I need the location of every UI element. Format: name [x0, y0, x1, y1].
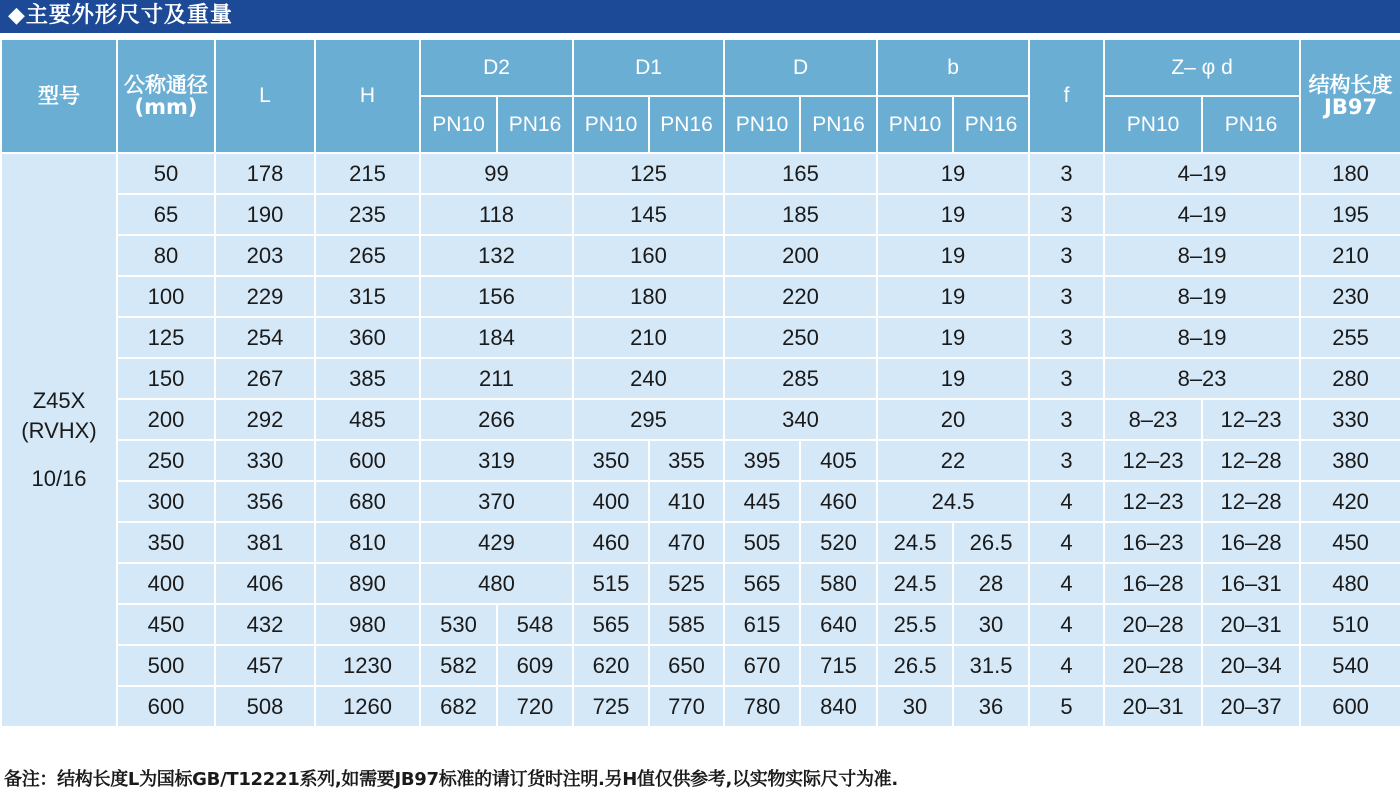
cell-b: 19 — [877, 276, 1029, 317]
cell-b-pn10: 25.5 — [877, 604, 953, 645]
cell-L: 406 — [215, 563, 315, 604]
cell-H: 1260 — [315, 686, 420, 727]
header-bolt-holes: Z‒ φ d — [1104, 39, 1300, 96]
cell-dn: 50 — [117, 153, 215, 194]
cell-d-pn16: 460 — [800, 481, 877, 522]
table-row — [1, 399, 1400, 440]
cell-d1-pn10: 565 — [573, 604, 649, 645]
model-line3: 10/16 — [31, 466, 87, 491]
table-row — [1, 481, 1400, 522]
cell-H: 235 — [315, 194, 420, 235]
cell-dn: 80 — [117, 235, 215, 276]
header-b: b — [877, 39, 1029, 96]
cell-d: 340 — [724, 399, 877, 440]
cell-b: 24.5 — [877, 481, 1029, 522]
cell-L: 178 — [215, 153, 315, 194]
cell-L: 381 — [215, 522, 315, 563]
header-D2: D2 — [420, 39, 573, 96]
cell-b: 19 — [877, 317, 1029, 358]
cell-jb97: 510 — [1300, 604, 1400, 645]
cell-jb97: 480 — [1300, 563, 1400, 604]
cell-zd: 8‒23 — [1104, 358, 1300, 399]
cell-d-pn10: 615 — [724, 604, 800, 645]
cell-b-pn10: 30 — [877, 686, 953, 727]
cell-zd-pn16: 16‒31 — [1202, 563, 1300, 604]
cell-d2-pn16: 609 — [497, 645, 573, 686]
cell-d-pn10: 505 — [724, 522, 800, 563]
cell-d: 250 — [724, 317, 877, 358]
cell-dn: 500 — [117, 645, 215, 686]
cell-H: 385 — [315, 358, 420, 399]
cell-f: 3 — [1029, 153, 1104, 194]
cell-L: 292 — [215, 399, 315, 440]
header-D1-pn16: PN16 — [649, 96, 724, 153]
cell-dn: 450 — [117, 604, 215, 645]
cell-d2-pn16: 548 — [497, 604, 573, 645]
cell-b-pn10: 26.5 — [877, 645, 953, 686]
cell-d2-pn10: 682 — [420, 686, 497, 727]
cell-b: 22 — [877, 440, 1029, 481]
cell-zd-pn10: 12‒23 — [1104, 440, 1202, 481]
cell-b: 20 — [877, 399, 1029, 440]
cell-H: 600 — [315, 440, 420, 481]
cell-H: 980 — [315, 604, 420, 645]
cell-d2-pn10: 582 — [420, 645, 497, 686]
cell-d-pn16: 405 — [800, 440, 877, 481]
cell-d-pn16: 640 — [800, 604, 877, 645]
cell-f: 4 — [1029, 481, 1104, 522]
cell-L: 203 — [215, 235, 315, 276]
header-zd-pn10: PN10 — [1104, 96, 1202, 153]
cell-jb97: 180 — [1300, 153, 1400, 194]
section-title: ◆主要外形尺寸及重量 — [8, 3, 233, 28]
cell-dn: 200 — [117, 399, 215, 440]
cell-b: 19 — [877, 235, 1029, 276]
cell-d-pn16: 715 — [800, 645, 877, 686]
cell-f: 3 — [1029, 194, 1104, 235]
table-body — [1, 153, 1400, 727]
cell-b-pn16: 26.5 — [953, 522, 1029, 563]
cell-zd-pn10: 20‒28 — [1104, 604, 1202, 645]
footnote: 备注：结构长度L为国标GB/T12221系列,如需要JB97标准的请订货时注明.另H值仅供参考,以实物实际尺寸为准. — [4, 769, 898, 790]
cell-zd-pn16: 12‒28 — [1202, 481, 1300, 522]
cell-jb97: 230 — [1300, 276, 1400, 317]
cell-d1-pn16: 470 — [649, 522, 724, 563]
cell-d2: 429 — [420, 522, 573, 563]
model-line2: (RVHX) — [21, 418, 97, 443]
cell-dn: 300 — [117, 481, 215, 522]
model-cell — [1, 153, 117, 727]
cell-jb97: 330 — [1300, 399, 1400, 440]
cell-jb97: 420 — [1300, 481, 1400, 522]
cell-d: 200 — [724, 235, 877, 276]
cell-jb97: 255 — [1300, 317, 1400, 358]
cell-d2-pn16: 720 — [497, 686, 573, 727]
cell-d1-pn10: 725 — [573, 686, 649, 727]
table-row — [1, 686, 1400, 727]
header-D-pn10: PN10 — [724, 96, 800, 153]
cell-zd: 8‒19 — [1104, 317, 1300, 358]
cell-H: 360 — [315, 317, 420, 358]
cell-d2: 370 — [420, 481, 573, 522]
header-D2-pn16: PN16 — [497, 96, 573, 153]
cell-zd: 8‒19 — [1104, 276, 1300, 317]
cell-H: 890 — [315, 563, 420, 604]
cell-dn: 65 — [117, 194, 215, 235]
cell-d1: 125 — [573, 153, 724, 194]
cell-d-pn10: 395 — [724, 440, 800, 481]
cell-f: 3 — [1029, 440, 1104, 481]
cell-d1-pn10: 460 — [573, 522, 649, 563]
cell-d-pn16: 840 — [800, 686, 877, 727]
cell-f: 3 — [1029, 358, 1104, 399]
cell-d2: 132 — [420, 235, 573, 276]
table-row — [1, 317, 1400, 358]
cell-d2: 480 — [420, 563, 573, 604]
table-row — [1, 153, 1400, 194]
cell-zd-pn10: 16‒28 — [1104, 563, 1202, 604]
table-row — [1, 645, 1400, 686]
header-zd-pn16: PN16 — [1202, 96, 1300, 153]
header-nominal-diameter-label: 公称通径 — [124, 73, 208, 97]
cell-H: 680 — [315, 481, 420, 522]
cell-H: 215 — [315, 153, 420, 194]
header-structure-length — [1300, 39, 1400, 153]
cell-dn: 600 — [117, 686, 215, 727]
cell-L: 254 — [215, 317, 315, 358]
cell-d1-pn16: 770 — [649, 686, 724, 727]
cell-H: 1230 — [315, 645, 420, 686]
header-nominal-diameter-unit: (mm) — [134, 95, 198, 119]
table-row — [1, 522, 1400, 563]
cell-dn: 400 — [117, 563, 215, 604]
cell-b-pn16: 36 — [953, 686, 1029, 727]
cell-d1-pn16: 585 — [649, 604, 724, 645]
cell-dn: 250 — [117, 440, 215, 481]
model-line1: Z45X — [32, 388, 86, 413]
header-D: D — [724, 39, 877, 96]
cell-d1: 210 — [573, 317, 724, 358]
cell-d1-pn16: 355 — [649, 440, 724, 481]
header-L: L — [215, 39, 315, 153]
cell-d1-pn16: 525 — [649, 563, 724, 604]
header-D1-pn10: PN10 — [573, 96, 649, 153]
header-H: H — [315, 39, 420, 153]
cell-d2: 99 — [420, 153, 573, 194]
cell-H: 265 — [315, 235, 420, 276]
cell-jb97: 450 — [1300, 522, 1400, 563]
dimensions-table — [0, 38, 1400, 728]
cell-d1-pn10: 400 — [573, 481, 649, 522]
cell-d2: 184 — [420, 317, 573, 358]
cell-d-pn16: 520 — [800, 522, 877, 563]
cell-zd-pn10: 16‒23 — [1104, 522, 1202, 563]
cell-d1: 145 — [573, 194, 724, 235]
cell-jb97: 600 — [1300, 686, 1400, 727]
cell-d1-pn16: 410 — [649, 481, 724, 522]
header-nominal-diameter — [117, 39, 215, 153]
cell-L: 330 — [215, 440, 315, 481]
cell-L: 432 — [215, 604, 315, 645]
table-header — [1, 39, 1400, 153]
cell-b: 19 — [877, 194, 1029, 235]
cell-f: 4 — [1029, 645, 1104, 686]
cell-d2-pn10: 530 — [420, 604, 497, 645]
cell-dn: 100 — [117, 276, 215, 317]
cell-f: 3 — [1029, 317, 1104, 358]
cell-jb97: 540 — [1300, 645, 1400, 686]
cell-f: 4 — [1029, 604, 1104, 645]
cell-d-pn10: 445 — [724, 481, 800, 522]
cell-d1: 295 — [573, 399, 724, 440]
cell-d-pn16: 580 — [800, 563, 877, 604]
table-row — [1, 276, 1400, 317]
cell-dn: 125 — [117, 317, 215, 358]
cell-d-pn10: 670 — [724, 645, 800, 686]
cell-zd-pn16: 20‒37 — [1202, 686, 1300, 727]
cell-zd-pn16: 20‒34 — [1202, 645, 1300, 686]
header-b-pn10: PN10 — [877, 96, 953, 153]
cell-jb97: 380 — [1300, 440, 1400, 481]
table-row — [1, 235, 1400, 276]
cell-zd-pn10: 20‒28 — [1104, 645, 1202, 686]
table-row — [1, 563, 1400, 604]
section-title-bar — [0, 0, 1400, 33]
cell-d: 285 — [724, 358, 877, 399]
header-D2-pn10: PN10 — [420, 96, 497, 153]
cell-d2: 156 — [420, 276, 573, 317]
table-row — [1, 358, 1400, 399]
header-structure-length-std: JB97 — [1324, 95, 1378, 119]
header-b-pn16: PN16 — [953, 96, 1029, 153]
header-f: f — [1029, 39, 1104, 153]
cell-d1: 180 — [573, 276, 724, 317]
table-row — [1, 194, 1400, 235]
cell-zd-pn16: 20‒31 — [1202, 604, 1300, 645]
cell-H: 485 — [315, 399, 420, 440]
cell-H: 315 — [315, 276, 420, 317]
cell-f: 4 — [1029, 522, 1104, 563]
cell-L: 457 — [215, 645, 315, 686]
cell-jb97: 210 — [1300, 235, 1400, 276]
table-row — [1, 604, 1400, 645]
cell-d1: 240 — [573, 358, 724, 399]
cell-d: 185 — [724, 194, 877, 235]
cell-b-pn16: 31.5 — [953, 645, 1029, 686]
cell-d1-pn10: 350 — [573, 440, 649, 481]
cell-d1-pn16: 650 — [649, 645, 724, 686]
cell-dn: 150 — [117, 358, 215, 399]
cell-zd: 4‒19 — [1104, 153, 1300, 194]
cell-b-pn16: 28 — [953, 563, 1029, 604]
cell-L: 267 — [215, 358, 315, 399]
cell-f: 3 — [1029, 235, 1104, 276]
cell-b: 19 — [877, 358, 1029, 399]
cell-d2: 118 — [420, 194, 573, 235]
table-row — [1, 440, 1400, 481]
header-D1: D1 — [573, 39, 724, 96]
cell-d1-pn10: 620 — [573, 645, 649, 686]
cell-dn: 350 — [117, 522, 215, 563]
cell-zd-pn16: 12‒28 — [1202, 440, 1300, 481]
cell-b-pn10: 24.5 — [877, 563, 953, 604]
cell-d1-pn10: 515 — [573, 563, 649, 604]
cell-L: 508 — [215, 686, 315, 727]
cell-H: 810 — [315, 522, 420, 563]
cell-d: 165 — [724, 153, 877, 194]
header-D-pn16: PN16 — [800, 96, 877, 153]
cell-b-pn16: 30 — [953, 604, 1029, 645]
cell-b: 19 — [877, 153, 1029, 194]
cell-f: 3 — [1029, 399, 1104, 440]
cell-d-pn10: 565 — [724, 563, 800, 604]
cell-b-pn10: 24.5 — [877, 522, 953, 563]
cell-d2: 211 — [420, 358, 573, 399]
cell-f: 5 — [1029, 686, 1104, 727]
cell-zd: 8‒19 — [1104, 235, 1300, 276]
cell-zd-pn10: 20‒31 — [1104, 686, 1202, 727]
cell-d1: 160 — [573, 235, 724, 276]
cell-zd-pn10: 8‒23 — [1104, 399, 1202, 440]
cell-L: 190 — [215, 194, 315, 235]
cell-jb97: 195 — [1300, 194, 1400, 235]
cell-L: 229 — [215, 276, 315, 317]
cell-zd-pn16: 16‒28 — [1202, 522, 1300, 563]
cell-f: 4 — [1029, 563, 1104, 604]
cell-d2: 319 — [420, 440, 573, 481]
cell-zd-pn10: 12‒23 — [1104, 481, 1202, 522]
header-model: 型号 — [1, 39, 117, 153]
header-structure-length-label: 结构长度 — [1308, 73, 1393, 97]
cell-L: 356 — [215, 481, 315, 522]
cell-zd: 4‒19 — [1104, 194, 1300, 235]
cell-d: 220 — [724, 276, 877, 317]
cell-d2: 266 — [420, 399, 573, 440]
cell-d-pn10: 780 — [724, 686, 800, 727]
cell-f: 3 — [1029, 276, 1104, 317]
cell-jb97: 280 — [1300, 358, 1400, 399]
cell-zd-pn16: 12‒23 — [1202, 399, 1300, 440]
